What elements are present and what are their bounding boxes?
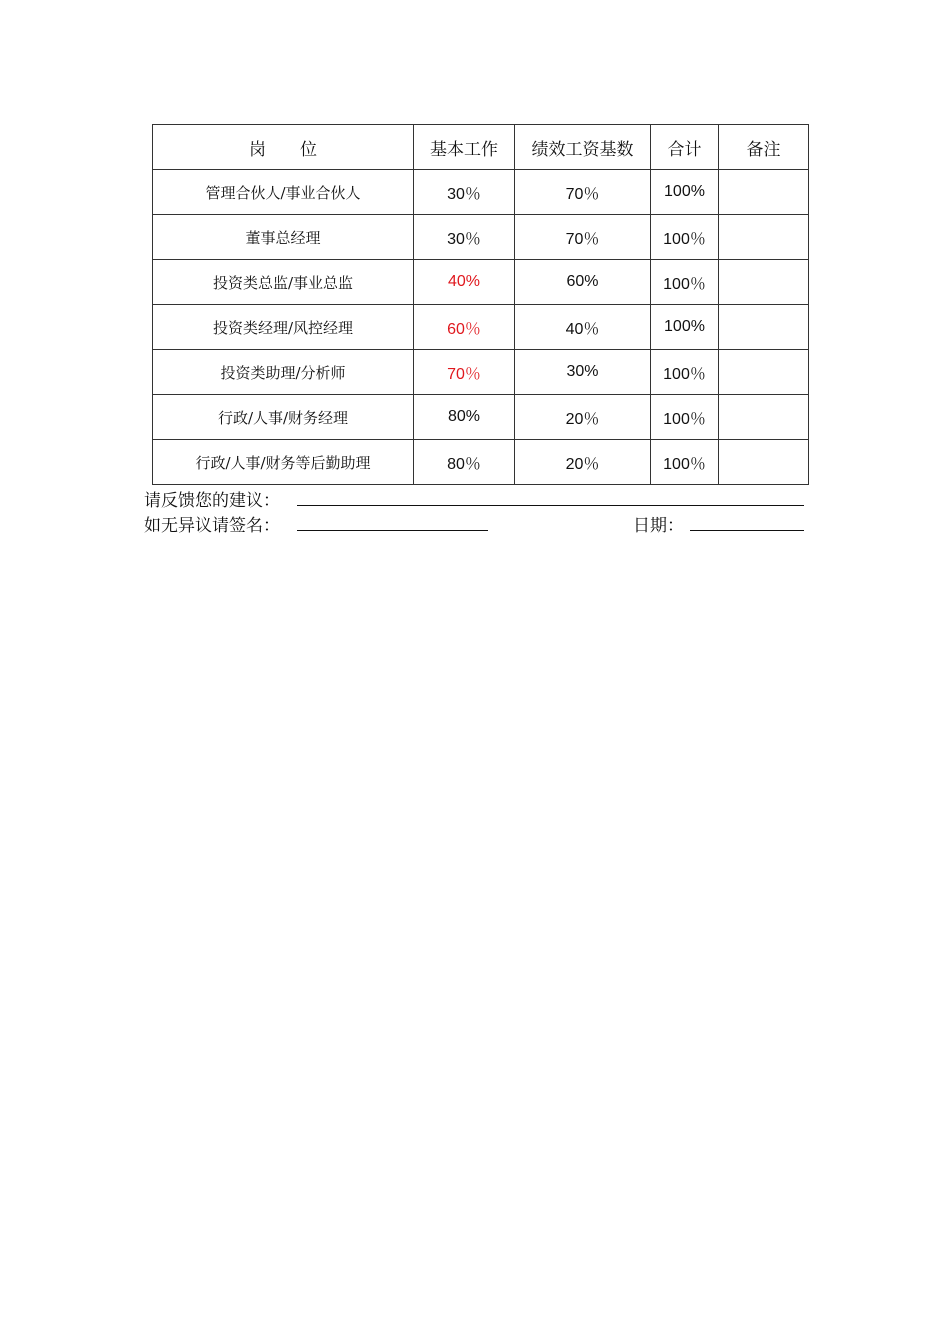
table-row <box>153 440 809 485</box>
cell-note <box>719 395 809 440</box>
table-body <box>153 170 809 485</box>
cell-total: 100％ <box>651 440 719 485</box>
cell-total: 100％ <box>651 215 719 260</box>
cell-note <box>719 260 809 305</box>
cell-performance-base: 70％ <box>515 215 651 260</box>
date-label: 日期： <box>633 516 684 536</box>
cell-performance-base: 60% <box>515 260 651 305</box>
cell-performance-base: 70％ <box>515 170 651 215</box>
date-line <box>633 511 684 536</box>
signature-field[interactable] <box>297 529 488 531</box>
cell-performance-base: 20％ <box>515 440 651 485</box>
table-header-row <box>153 125 809 170</box>
cell-note <box>719 350 809 395</box>
date-field[interactable] <box>690 529 804 531</box>
cell-total: 100％ <box>651 395 719 440</box>
sign-line <box>144 511 280 536</box>
header-note: 备注 <box>719 125 809 170</box>
cell-note <box>719 215 809 260</box>
feedback-field[interactable] <box>297 504 804 506</box>
cell-note <box>719 305 809 350</box>
cell-total: 100％ <box>651 260 719 305</box>
cell-base-salary: 80% <box>414 395 515 440</box>
header-base-salary: 基本工作 <box>414 125 515 170</box>
header-performance-base: 绩效工资基数 <box>515 125 651 170</box>
table-row <box>153 260 809 305</box>
cell-base-salary: 40% <box>414 260 515 305</box>
cell-base-salary: 30％ <box>414 170 515 215</box>
table-row <box>153 215 809 260</box>
cell-base-salary: 30％ <box>414 215 515 260</box>
cell-base-salary: 60％ <box>414 305 515 350</box>
cell-position: 投资类经理/风控经理 <box>153 305 414 350</box>
header-total: 合计 <box>651 125 719 170</box>
cell-performance-base: 40％ <box>515 305 651 350</box>
cell-note <box>719 440 809 485</box>
sign-label: 如无异议请签名： <box>144 516 280 536</box>
cell-note <box>719 170 809 215</box>
table-row <box>153 305 809 350</box>
cell-position: 董事总经理 <box>153 215 414 260</box>
cell-position: 管理合伙人/事业合伙人 <box>153 170 414 215</box>
table-row <box>153 350 809 395</box>
table-row <box>153 170 809 215</box>
feedback-label: 请反馈您的建议： <box>144 491 280 511</box>
cell-base-salary: 70％ <box>414 350 515 395</box>
cell-position: 投资类助理/分析师 <box>153 350 414 395</box>
feedback-line <box>144 486 280 511</box>
cell-position: 投资类总监/事业总监 <box>153 260 414 305</box>
cell-performance-base: 30% <box>515 350 651 395</box>
header-position: 岗 位 <box>153 125 414 170</box>
cell-performance-base: 20％ <box>515 395 651 440</box>
cell-total: 100％ <box>651 350 719 395</box>
cell-base-salary: 80％ <box>414 440 515 485</box>
cell-position: 行政/人事/财务等后勤助理 <box>153 440 414 485</box>
cell-total: 100% <box>651 305 719 350</box>
salary-table <box>152 124 809 485</box>
cell-position: 行政/人事/财务经理 <box>153 395 414 440</box>
cell-total: 100% <box>651 170 719 215</box>
table-row <box>153 395 809 440</box>
